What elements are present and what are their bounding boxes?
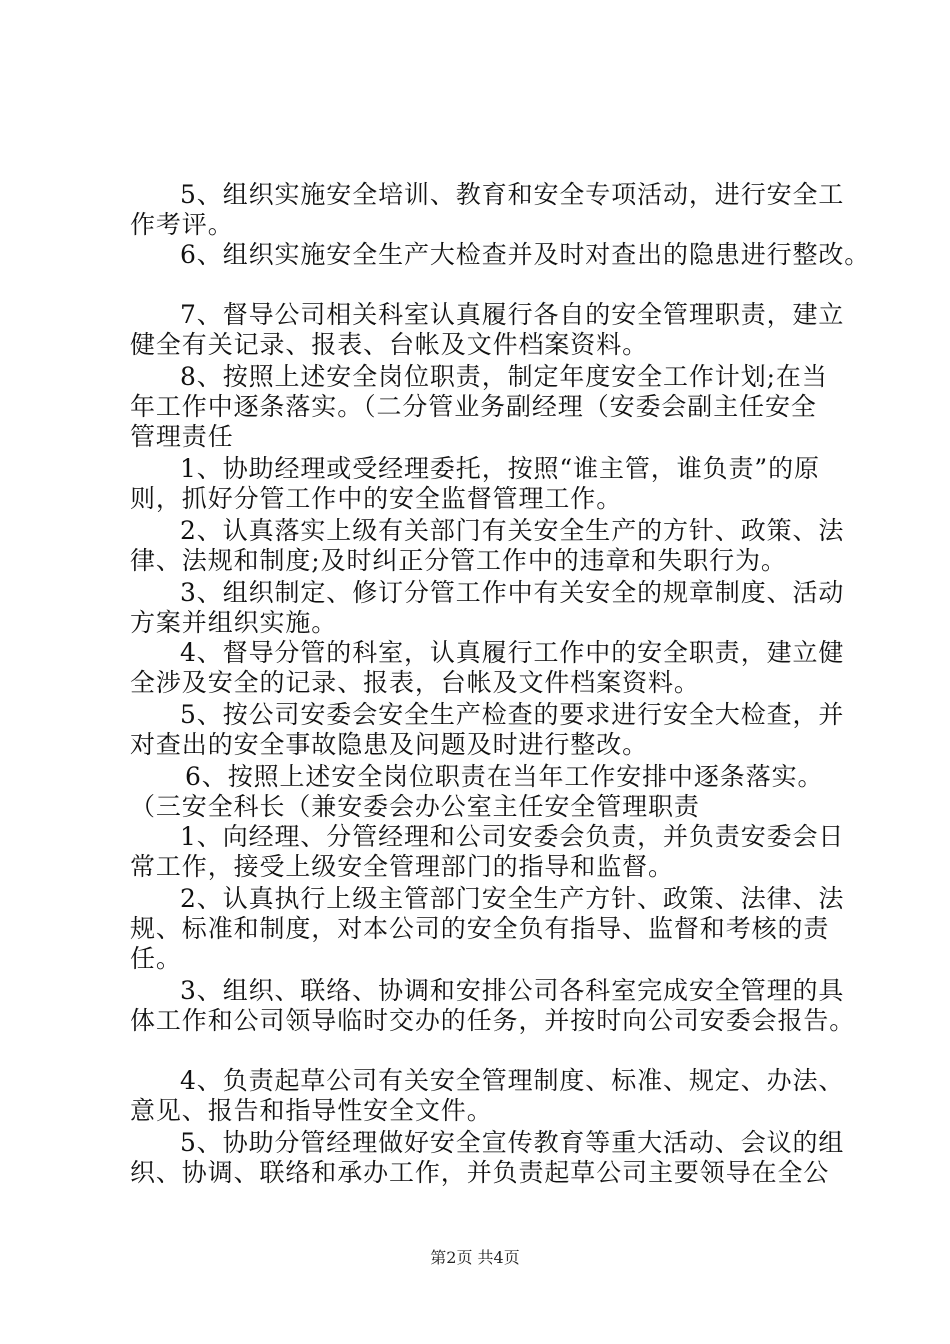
text-line: 方案并组织实施。	[130, 608, 338, 637]
text-line: 年工作中逐条落实。（二分管业务副经理（安委会副主任安全	[130, 392, 817, 421]
text-line: 1、向经理、分管经理和公司安委会负责，并负责安委会日	[180, 822, 845, 851]
text-line: 2、认真执行上级主管部门安全生产方针、政策、法律、法	[180, 884, 845, 913]
text-line: 3、组织制定、修订分管工作中有关安全的规章制度、活动	[180, 578, 845, 607]
text-line: 规、标准和制度，对本公司的安全负有指导、监督和考核的责	[130, 914, 830, 943]
text-line: 5、协助分管经理做好安全宣传教育等重大活动、会议的组	[180, 1128, 845, 1157]
text-line: 7、督导公司相关科室认真履行各自的安全管理职责，建立	[180, 300, 845, 329]
text-line: 作考评。	[130, 210, 234, 239]
text-line: 2、认真落实上级有关部门有关安全生产的方针、政策、法	[180, 516, 845, 545]
text-line: 1、协助经理或受经理委托，按照“谁主管，谁负责”的原	[180, 454, 820, 483]
text-line: 6、按照上述安全岗位职责在当年工作安排中逐条落实。	[185, 762, 824, 791]
text-line: 意见、报告和指导性安全文件。	[130, 1096, 493, 1125]
text-line: 健全有关记录、报表、台帐及文件档案资料。	[130, 330, 649, 359]
text-line: 4、督导分管的科室，认真履行工作中的安全职责，建立健	[180, 638, 845, 667]
text-line: 律、法规和制度;及时纠正分管工作中的违章和失职行为。	[130, 546, 787, 575]
text-line: 5、组织实施安全培训、教育和安全专项活动，进行安全工	[180, 180, 845, 209]
text-line: 织、协调、联络和承办工作，并负责起草公司主要领导在全公	[130, 1158, 830, 1187]
text-line: 全涉及安全的记录、报表，台帐及文件档案资料。	[130, 668, 700, 697]
text-line: 5、按公司安委会安全生产检查的要求进行安全大检查，并	[180, 700, 845, 729]
text-line: 常工作，接受上级安全管理部门的指导和监督。	[130, 852, 674, 881]
text-line: （三安全科长（兼安委会办公室主任安全管理职责	[130, 792, 700, 821]
text-line: 对查出的安全事故隐患及问题及时进行整改。	[130, 730, 649, 759]
text-line: 任。	[130, 944, 182, 973]
text-line: 4、负责起草公司有关安全管理制度、标准、规定、办法、	[180, 1066, 845, 1095]
text-line: 则，抓好分管工作中的安全监督管理工作。	[130, 484, 623, 513]
text-line: 3、组织、联络、协调和安排公司各科室完成安全管理的具	[180, 976, 845, 1005]
text-line: 8、按照上述安全岗位职责，制定年度安全工作计划;在当	[180, 362, 828, 391]
page-number: 第2页 共4页	[430, 1248, 520, 1267]
text-line: 6、组织实施安全生产大检查并及时对查出的隐患进行整改。	[180, 240, 871, 269]
text-line: 管理责任	[130, 422, 234, 451]
text-line: 体工作和公司领导临时交办的任务，并按时向公司安委会报告。	[130, 1006, 856, 1035]
